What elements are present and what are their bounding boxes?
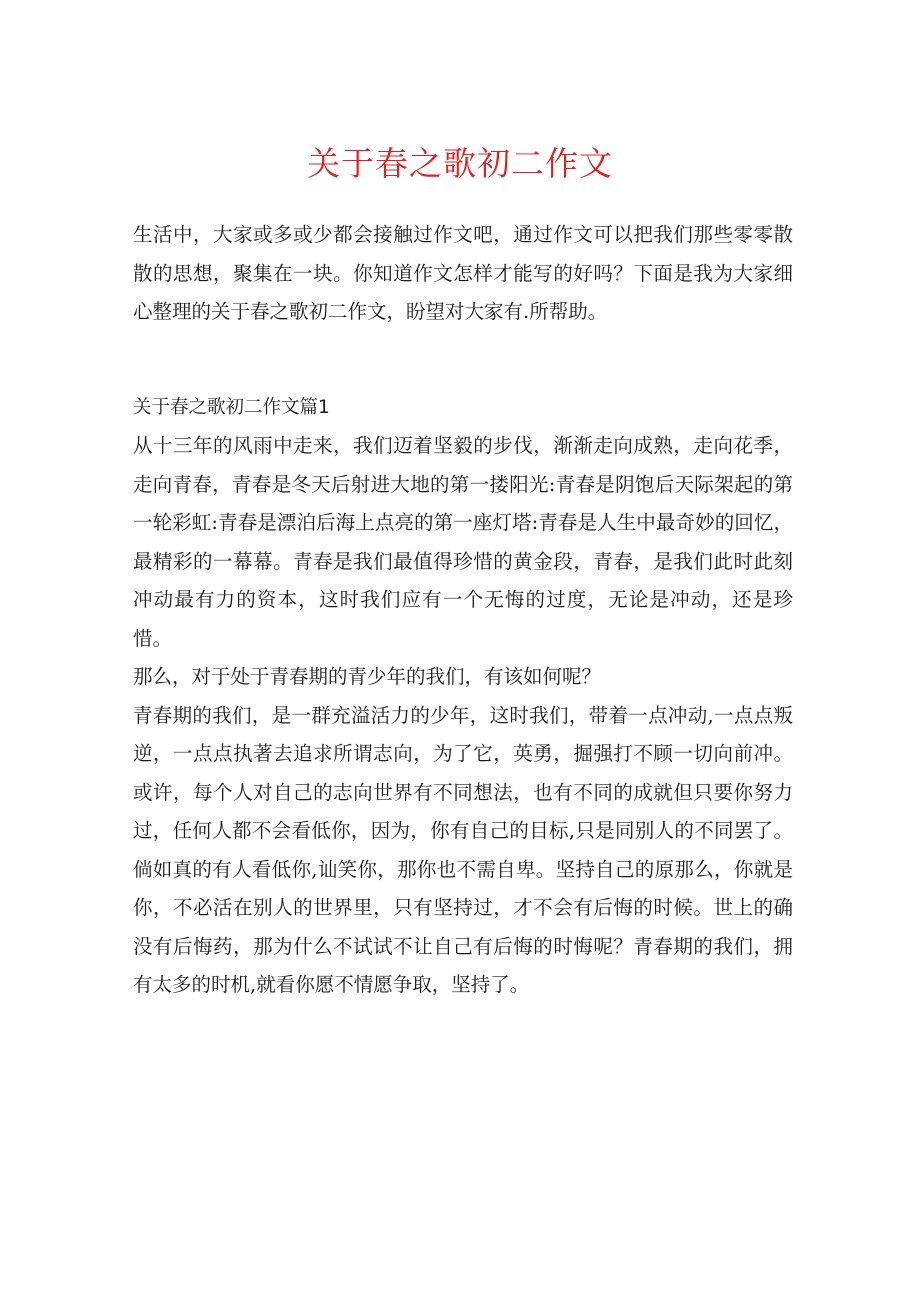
document-body [133,216,793,1005]
document-title: 关于春之歌初二作文 [307,144,613,183]
section-heading: 关于春之歌初二作文篇1 [133,396,330,418]
intro-paragraph: 生活中，大家或多或少都会接触过作文吧，通过作文可以把我们那些零零散散的思想，聚集在一块。你知道作文怎样才能写的好吗？下面是我为大家细心整理的关于春之歌初二作文，盼望对大家有.所帮助。 [133,223,793,323]
body-paragraph: 青春期的我们，是一群充溢活力的少年，这时我们，带着一点冲动,一点点叛逆，一点点执著去追求所谓志向，为了它，英勇，掘强打不顾一切向前冲。或许，每个人对自己的志向世界有不同想法，也有不同的成就但只要你努力过，任何人都不会看低你，因为，你有自己的目标,只是同别人的不同罢了。倘如真的有人看低你,讪笑你，那你也不需自卑。坚持自己的原那么，你就是你，不必活在别人的世界里，只有坚持过，才不会有后悔的时候。世上的确没有后悔药，那为什么不试试不让自己有后悔的时悔呢？青春期的我们，拥有太多的时机,就看你愿不情愿争取，坚持了。 [133,703,793,996]
body-paragraph: 那么，对于处于青春期的青少年的我们，有该如何呢？ [133,665,602,688]
body-paragraph: 从十三年的风雨中走来，我们迈着坚毅的步伐，渐渐走向成熟，走向花季，走向青春，青春是冬天后射进大地的第一搂阳光:青春是阴饱后天际架起的第一轮彩虹:青春是漂泊后海上点亮的第一座灯塔:青春是人生中最奇妙的回忆，最精彩的一幕幕。青春是我们最值得珍惜的黄金段，青春，是我们此时此刻冲动最有力的资本，这时我们应有一个无悔的过度，无论是冲动，还是珍惜。 [133,434,793,650]
